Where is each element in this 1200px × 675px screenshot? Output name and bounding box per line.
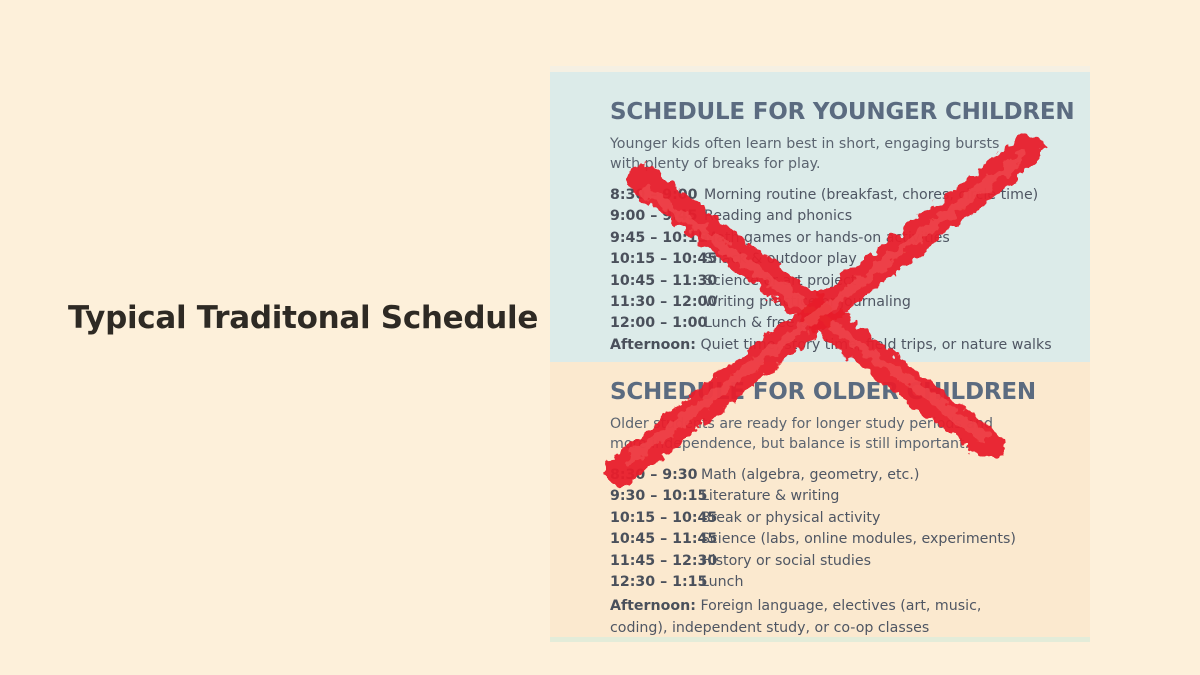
- schedule-row: [610, 313, 1070, 334]
- afternoon-label: Afternoon:: [610, 598, 696, 615]
- schedule-row: [610, 292, 1070, 313]
- schedule-time: 10:45 – 11:30: [610, 272, 718, 289]
- schedule-activity: Math games or hands-on activities: [704, 229, 950, 246]
- schedule-row: [610, 529, 1070, 550]
- schedule-time: 8:30 – 9:00: [610, 187, 698, 203]
- schedule-time: 10:15 – 10:45: [610, 251, 718, 268]
- schedule-activity: Science (labs, online modules, experiments): [701, 531, 1016, 548]
- schedule-image: [550, 66, 1090, 642]
- schedule-row: [610, 228, 1070, 249]
- schedule-time: 9:00 – 9:45: [610, 208, 698, 225]
- schedule-activity: Morning routine (breakfast, chores, circle time): [704, 187, 1039, 203]
- schedule-activity: Writing practice or journaling: [704, 294, 911, 311]
- schedule-activity: History or social studies: [701, 552, 871, 569]
- schedule-row: [610, 572, 1070, 593]
- schedule-time: 8:30 – 9:30: [610, 467, 698, 483]
- schedule-activity: Lunch & free play: [704, 315, 830, 332]
- schedule-time: 11:45 – 12:30: [610, 552, 718, 569]
- older-schedule-panel: [550, 362, 1090, 642]
- schedule-time: 10:15 – 10:45: [610, 509, 718, 526]
- schedule-time: 12:00 – 1:00: [610, 315, 708, 332]
- older-intro: Older students are ready for longer study periods and more independence, but balance is still important.: [610, 416, 993, 452]
- schedule-time: 12:30 – 1:15: [610, 574, 708, 591]
- schedule-activity: Literature & writing: [701, 488, 840, 505]
- schedule-row: [610, 249, 1070, 270]
- bottom-strip: [550, 637, 1090, 642]
- schedule-row: [610, 486, 1070, 507]
- slide-title: Typical Traditonal Schedule: [68, 300, 539, 336]
- schedule-time: 9:30 – 10:15: [610, 488, 708, 505]
- schedule-time: 11:30 – 12:00: [610, 294, 718, 311]
- younger-afternoon: [610, 335, 1070, 356]
- afternoon-label: Afternoon:: [610, 336, 696, 353]
- older-schedule-list: [610, 465, 1070, 593]
- schedule-row: [610, 271, 1070, 292]
- schedule-row: [610, 465, 1070, 486]
- younger-schedule-panel: [550, 72, 1090, 362]
- schedule-activity: Break or physical activity: [701, 509, 881, 526]
- schedule-activity: Science or art project: [704, 272, 857, 289]
- schedule-activity: Snack & outdoor play: [704, 251, 857, 268]
- schedule-row: [610, 551, 1070, 572]
- schedule-time: 9:45 – 10:15: [610, 229, 708, 246]
- afternoon-text: Foreign language, electives (art, music, coding), independent study, or co-op classes: [610, 598, 982, 636]
- younger-schedule-list: [610, 185, 1070, 335]
- schedule-row: [610, 206, 1070, 227]
- schedule-row: [610, 508, 1070, 529]
- schedule-activity: Reading and phonics: [704, 208, 853, 225]
- schedule-time: 10:45 – 11:45: [610, 531, 718, 548]
- schedule-activity: Math (algebra, geometry, etc.): [701, 467, 920, 483]
- schedule-activity: Lunch: [701, 574, 744, 591]
- younger-intro: Younger kids often learn best in short, engaging bursts with plenty of breaks for play.: [610, 136, 1000, 172]
- older-heading: SCHEDULE FOR OLDER CHILDREN: [610, 379, 1036, 405]
- older-afternoon: [610, 596, 1010, 639]
- afternoon-text: Quiet time, story time, field trips, or nature walks: [700, 336, 1052, 353]
- younger-heading: SCHEDULE FOR YOUNGER CHILDREN: [610, 99, 1075, 125]
- schedule-row: [610, 185, 1070, 206]
